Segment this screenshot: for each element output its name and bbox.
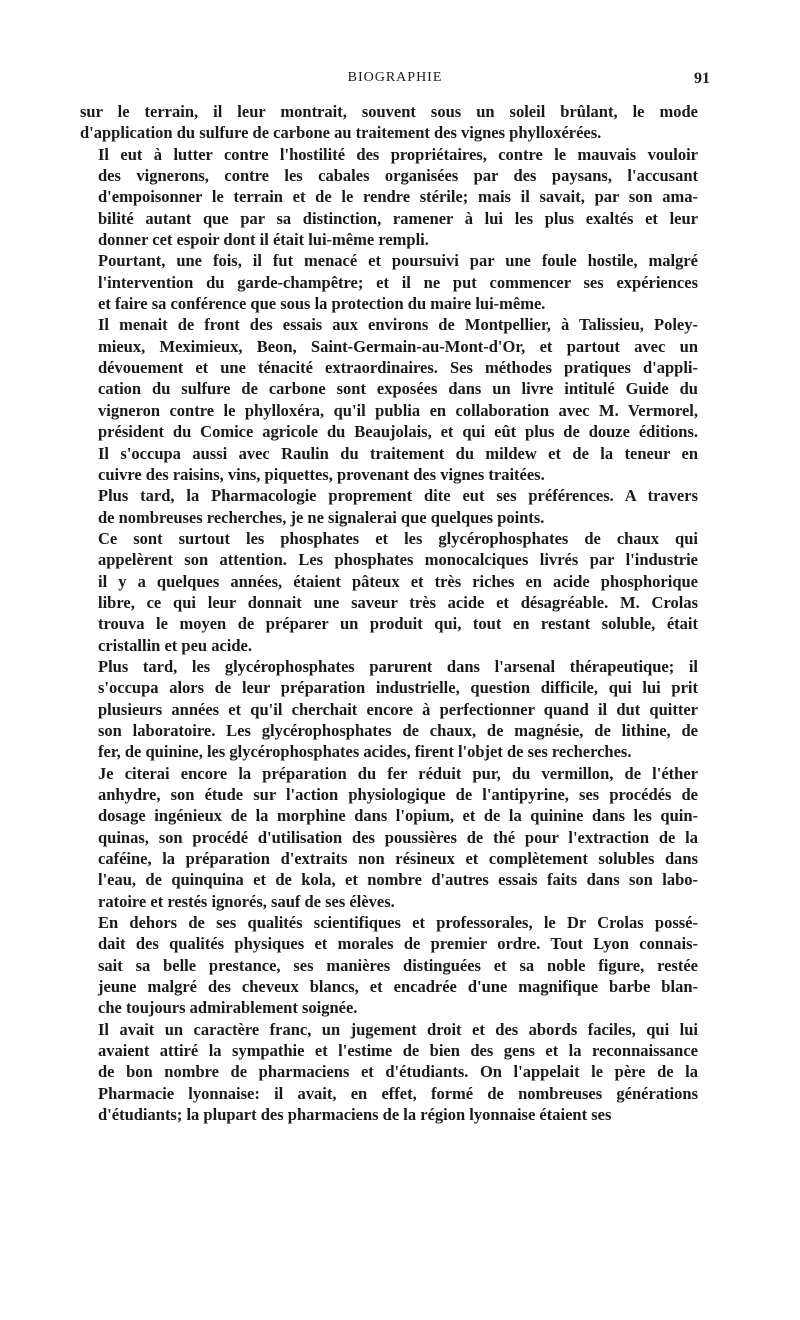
paragraph [80, 912, 698, 1019]
text-line: Il eut à lutter contre l'hostilité des propriétaires, contre le mauvais vouloir [98, 144, 698, 164]
text-line: Il avait un caractère franc, un jugement droit et des abords faciles, qui lui [98, 1019, 698, 1039]
paragraph [80, 656, 698, 763]
text-line: vigneron contre le phylloxéra, qu'il publia en collaboration avec M. Vermorel, [98, 400, 698, 420]
text-line: mieux, Meximieux, Beon, Saint-Germain-au-Mont-d'Or, et partout avec un [98, 336, 698, 356]
text-line: bilité autant que par sa distinction, ramener à lui les plus exaltés et leur [98, 208, 698, 228]
paragraph [80, 144, 698, 251]
text-line: de nombreuses recherches, je ne signalerai que quelques points. [98, 507, 545, 527]
paragraph [80, 763, 698, 912]
text-line: donner cet espoir dont il était lui-même rempli. [98, 230, 429, 250]
text-line: Pharmacie lyonnaise: il avait, en effet, formé de nombreuses générations [98, 1083, 698, 1103]
text-line: che toujours admirablement soignée. [98, 998, 358, 1018]
text-line: trouva le moyen de préparer un produit qui, tout en restant soluble, était [98, 614, 698, 634]
text-line: président du Comice agricole du Beaujolais, et qui eût plus de douze éditions. [98, 422, 698, 442]
text-line: En dehors de ses qualités scientifiques et professorales, le Dr Crolas possé- [98, 913, 698, 933]
text-line: ratoire et restés ignorés, sauf de ses élèves. [98, 891, 395, 911]
text-line: l'eau, de quinquina et de kola, et nombre d'autres essais faits dans son labo- [98, 870, 698, 890]
page-header [80, 70, 710, 92]
text-line: Il s'occupa aussi avec Raulin du traitement du mildew et de la teneur en [98, 443, 698, 463]
text-line: Je citerai encore la préparation du fer réduit pur, du vermillon, de l'éther [98, 763, 698, 783]
running-title: BIOGRAPHIE [347, 70, 443, 85]
paragraph [80, 250, 698, 314]
text-line: plusieurs années et qu'il cherchait encore à perfectionner quand il dut quitter [98, 699, 698, 719]
text-line: d'étudiants; la plupart des pharmaciens de la région lyonnaise étaient ses [98, 1105, 612, 1125]
text-line: s'occupa alors de leur préparation industrielle, question difficile, qui lui prit [98, 678, 698, 698]
text-line: l'intervention du garde-champêtre; et il ne put commencer ses expériences [98, 272, 698, 292]
text-line: son laboratoire. Les glycérophosphates de chaux, de magnésie, de lithine, de [98, 720, 698, 740]
text-line: d'empoisonner le terrain et de le rendre stérile; mais il savait, par son ama- [98, 187, 698, 207]
text-line: cuivre des raisins, vins, piquettes, provenant des vignes traitées. [98, 464, 545, 484]
text-line: des vignerons, contre les cabales organisées par des paysans, l'accusant [98, 166, 698, 186]
text-line: quinas, son procédé d'utilisation des poussières de thé pour l'extraction de la [98, 827, 698, 847]
paragraph [80, 314, 698, 485]
text-line: il y a quelques années, étaient pâteux et très riches en acide phosphorique [98, 571, 698, 591]
paragraph [80, 101, 698, 144]
text-line: libre, ce qui leur donnait une saveur très acide et désagréable. M. Crolas [98, 592, 698, 612]
text-line: de bon nombre de pharmaciens et d'étudiants. On l'appelait le père de la [98, 1062, 698, 1082]
text-line: fer, de quinine, les glycérophosphates acides, firent l'objet de ses recherches. [98, 742, 632, 762]
text-line: Plus tard, la Pharmacologie proprement dite eut ses préférences. A travers [98, 486, 698, 506]
text-line: Pourtant, une fois, il fut menacé et poursuivi par une foule hostile, malgré [98, 251, 698, 271]
text-line: Ce sont surtout les phosphates et les glycérophosphates de chaux qui [98, 528, 698, 548]
text-line: et faire sa conférence que sous la protection du maire lui-même. [98, 294, 546, 314]
text-line: cristallin et peu acide. [98, 635, 252, 655]
text-line: sur le terrain, il leur montrait, souvent sous un soleil brûlant, le mode [80, 102, 698, 121]
text-line: dévouement et une ténacité extraordinaires. Ses méthodes pratiques d'appli- [98, 358, 698, 378]
text-line: jeune malgré des cheveux blancs, et encadrée d'une magnifique barbe blan- [98, 977, 698, 997]
body-text [80, 101, 698, 1126]
text-line: dait des qualités physiques et morales de premier ordre. Tout Lyon connais- [98, 934, 698, 954]
paragraph [80, 485, 698, 528]
text-line: cation du sulfure de carbone sont exposées dans un livre intitulé Guide du [98, 379, 698, 399]
text-line: Il menait de front des essais aux environs de Montpellier, à Talissieu, Poley- [98, 315, 698, 335]
text-line: dosage ingénieux de la morphine dans l'opium, et de la quinine dans les quin- [98, 806, 698, 826]
text-line: d'application du sulfure de carbone au traitement des vignes phylloxérées. [80, 123, 602, 143]
paragraph [80, 528, 698, 656]
paragraph [80, 1019, 698, 1126]
text-line: avaient attiré la sympathie et l'estime de bien des gens et la reconnaissance [98, 1041, 698, 1061]
text-line: appelèrent son attention. Les phosphates monocalciques livrés par l'industrie [98, 550, 698, 570]
page-number: 91 [694, 70, 710, 87]
text-line: caféine, la préparation d'extraits non résineux et complètement solubles dans [98, 849, 698, 869]
text-line: Plus tard, les glycérophosphates parurent dans l'arsenal thérapeutique; il [98, 656, 698, 676]
text-line: sait sa belle prestance, ses manières distinguées et sa noble figure, restée [98, 955, 698, 975]
text-line: anhydre, son étude sur l'action physiologique de l'antipyrine, ses procédés de [98, 785, 698, 804]
